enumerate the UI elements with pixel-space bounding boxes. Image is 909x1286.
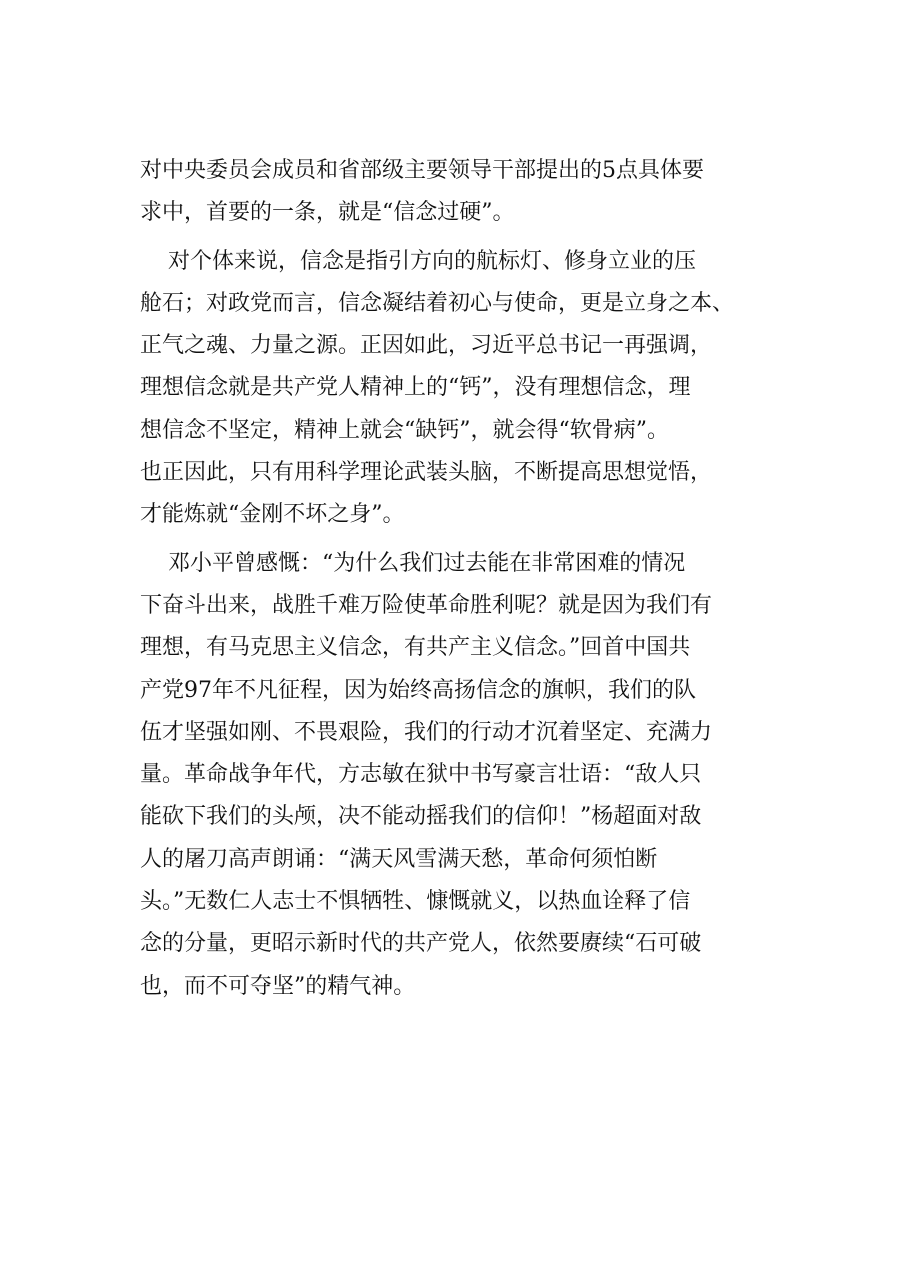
text-line: 产党97年不凡征程，因为始终高扬信念的旗帜，我们的队 (140, 677, 696, 703)
text-line: 理想信念就是共产党人精神上的“钙”，没有理想信念，理 (140, 375, 691, 401)
paragraph-1 (140, 150, 800, 235)
body-text (140, 150, 800, 1008)
text-line: 理想，有马克思主义信念，有共产主义信念。”回首中国共 (140, 635, 691, 661)
text-line: 舱石；对政党而言，信念凝结着初心与使命，更是立身之本、 (140, 290, 735, 316)
text-line: 也正因此，只有用科学理论武装头脑，不断提高思想觉悟， (140, 460, 713, 486)
text-line: 才能炼就“金刚不坏之身”。 (140, 502, 405, 528)
paragraph-2 (140, 241, 800, 537)
text-line: 能砍下我们的头颅，决不能动摇我们的信仰！”杨超面对敌 (140, 804, 702, 830)
text-line: 量。革命战争年代，方志敏在狱中书写豪言壮语：“敌人只 (140, 762, 702, 788)
text-line: 伍才坚强如刚、不畏艰险，我们的行动才沉着坚定、充满力 (140, 719, 713, 745)
text-line: 想信念不坚定，精神上就会“缺钙”，就会得“软骨病”。 (140, 417, 669, 443)
text-line: 对个体来说，信念是指引方向的航标灯、修身立业的压 (140, 248, 696, 274)
text-line: 正气之魂、力量之源。正因如此，习近平总书记一再强调， (140, 333, 713, 359)
text-line: 对中央委员会成员和省部级主要领导干部提出的5点具体要 (140, 158, 704, 183)
text-line: 人的屠刀高声朗诵：“满天风雪满天愁，革命何须怕断 (140, 846, 658, 872)
text-line: 头。”无数仁人志士不惧牺牲、慷慨就义，以热血诠释了信 (140, 889, 691, 915)
text-line: 下奋斗出来，战胜千难万险使革命胜利呢？就是因为我们有 (140, 592, 713, 618)
text-line: 邓小平曾感慨：“为什么我们过去能在非常困难的情况 (140, 550, 686, 576)
paragraph-3 (140, 543, 800, 1008)
text-line: 求中，首要的一条，就是“信念过硬”。 (140, 200, 515, 226)
text-line: 念的分量，更昭示新时代的共产党人，依然要赓续“石可破 (140, 931, 702, 957)
text-line: 也，而不可夺坚”的精气神。 (140, 973, 416, 999)
